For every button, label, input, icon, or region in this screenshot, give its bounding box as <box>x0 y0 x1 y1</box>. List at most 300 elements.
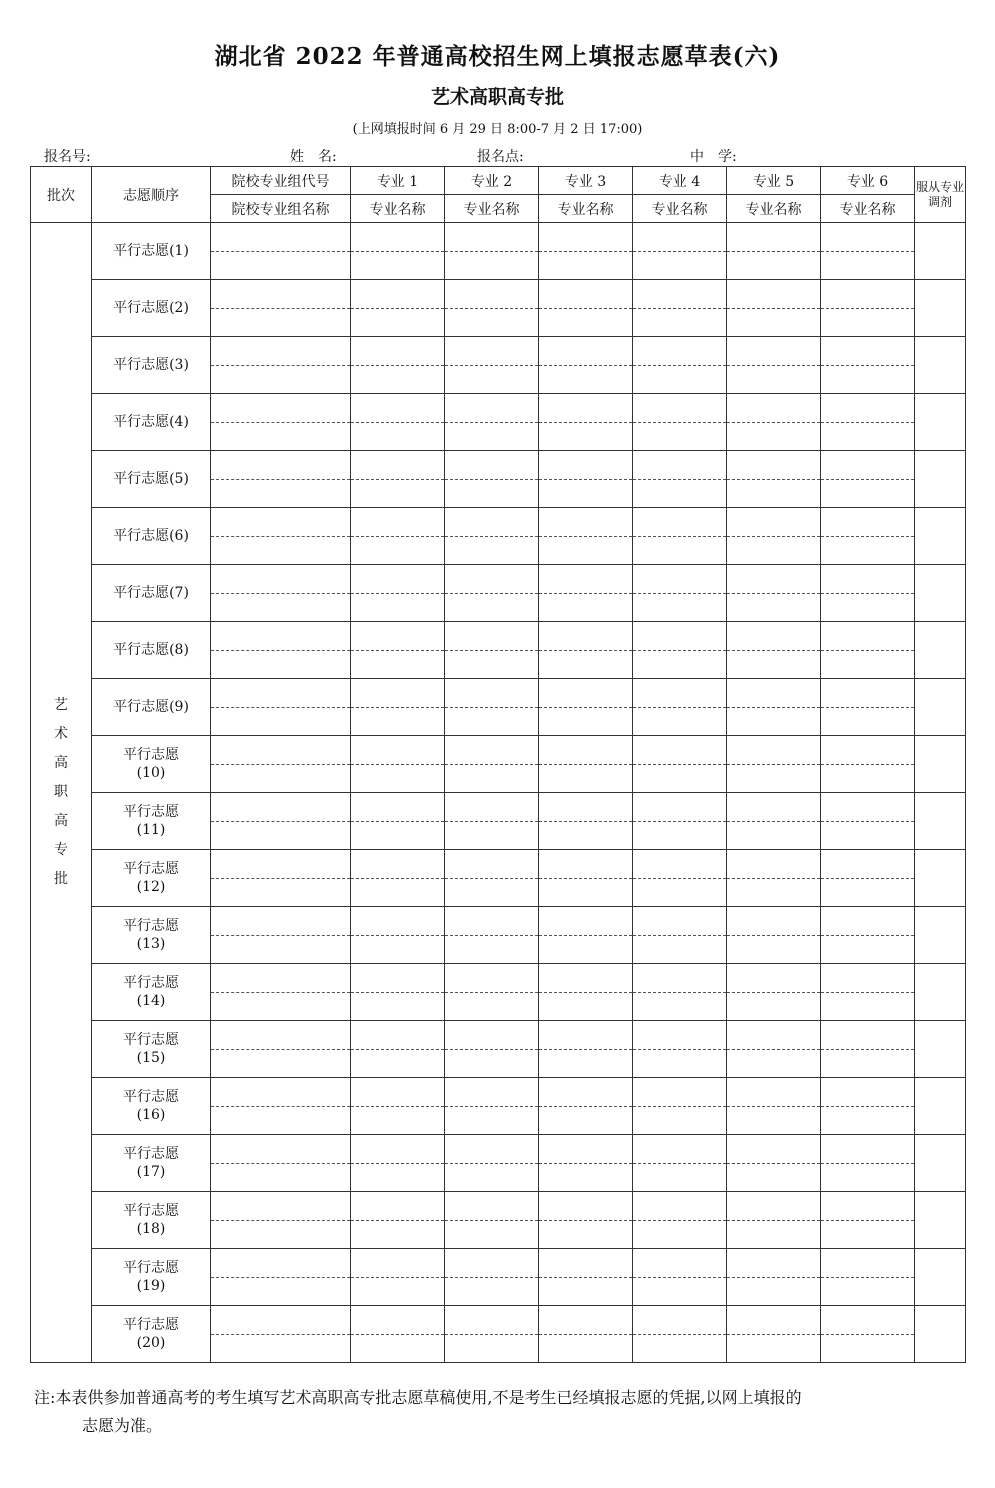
dashed-divider <box>727 308 820 309</box>
group-input-cell[interactable] <box>211 736 351 793</box>
dashed-divider <box>821 1106 914 1107</box>
dashed-divider <box>633 251 726 252</box>
dashed-divider <box>539 1049 632 1050</box>
major-input-cell[interactable] <box>351 1306 445 1363</box>
dashed-divider <box>539 1220 632 1221</box>
table-row <box>31 508 966 565</box>
footnote <box>34 1384 969 1440</box>
dashed-divider <box>821 764 914 765</box>
dashed-divider <box>539 251 632 252</box>
dashed-divider <box>539 821 632 822</box>
major-input-cell[interactable] <box>445 1078 539 1135</box>
dashed-divider <box>351 1334 444 1335</box>
major-input-cell[interactable] <box>633 679 727 736</box>
major-input-cell[interactable] <box>727 1192 821 1249</box>
major-input-cell[interactable] <box>445 223 539 280</box>
adjust-input-cell[interactable] <box>915 679 966 736</box>
major-input-cell[interactable] <box>539 565 633 622</box>
major-name-header: 专业名称 <box>821 195 915 223</box>
dashed-divider <box>821 935 914 936</box>
major-input-cell[interactable] <box>821 280 915 337</box>
group-input-cell[interactable] <box>211 1021 351 1078</box>
dashed-divider <box>351 365 444 366</box>
major-input-cell[interactable] <box>727 1021 821 1078</box>
dashed-divider <box>821 1163 914 1164</box>
table-row <box>31 964 966 1021</box>
major-input-cell[interactable] <box>633 508 727 565</box>
table-row <box>31 907 966 964</box>
major-input-cell[interactable] <box>351 736 445 793</box>
major-input-cell[interactable] <box>539 736 633 793</box>
dashed-divider <box>445 821 538 822</box>
adjust-input-cell[interactable] <box>915 622 966 679</box>
adjust-input-cell[interactable] <box>915 793 966 850</box>
major-input-cell[interactable] <box>445 451 539 508</box>
adjust-input-cell[interactable] <box>915 565 966 622</box>
major-input-cell[interactable] <box>633 451 727 508</box>
dashed-divider <box>821 707 914 708</box>
major-input-cell[interactable] <box>539 223 633 280</box>
dashed-divider <box>727 878 820 879</box>
major-input-cell[interactable] <box>539 1135 633 1192</box>
major-input-cell[interactable] <box>445 508 539 565</box>
dashed-divider <box>539 365 632 366</box>
batch-header: 批次 <box>31 167 92 223</box>
major-input-cell[interactable] <box>821 1021 915 1078</box>
dashed-divider <box>445 251 538 252</box>
dashed-divider <box>539 593 632 594</box>
dashed-divider <box>727 1220 820 1221</box>
adjust-input-cell[interactable] <box>915 1078 966 1135</box>
dashed-divider <box>633 821 726 822</box>
major-input-cell[interactable] <box>351 1249 445 1306</box>
group-input-cell[interactable] <box>211 394 351 451</box>
dashed-divider <box>633 1049 726 1050</box>
major-input-cell[interactable] <box>445 565 539 622</box>
major-input-cell[interactable] <box>539 280 633 337</box>
dashed-divider <box>727 821 820 822</box>
major-input-cell[interactable] <box>539 793 633 850</box>
adjust-input-cell[interactable] <box>915 451 966 508</box>
major-input-cell[interactable] <box>445 1192 539 1249</box>
dashed-divider <box>727 1277 820 1278</box>
dashed-divider <box>633 536 726 537</box>
group-input-cell[interactable] <box>211 622 351 679</box>
major-input-cell[interactable] <box>539 1021 633 1078</box>
dashed-divider <box>633 308 726 309</box>
major-input-cell[interactable] <box>727 793 821 850</box>
group-input-cell[interactable] <box>211 964 351 1021</box>
table-row <box>31 223 966 280</box>
adjust-input-cell[interactable] <box>915 964 966 1021</box>
major-input-cell[interactable] <box>633 1135 727 1192</box>
dashed-divider <box>445 1220 538 1221</box>
major-input-cell[interactable] <box>445 793 539 850</box>
dashed-divider <box>211 1163 350 1164</box>
dashed-divider <box>633 764 726 765</box>
major-input-cell[interactable] <box>539 850 633 907</box>
dashed-divider <box>445 650 538 651</box>
batch-label-text: 艺术高职高专批 <box>54 697 68 887</box>
major-input-cell[interactable] <box>821 223 915 280</box>
major-input-cell[interactable] <box>445 736 539 793</box>
dashed-divider <box>821 365 914 366</box>
major-input-cell[interactable] <box>821 565 915 622</box>
major-input-cell[interactable] <box>821 337 915 394</box>
major-input-cell[interactable] <box>445 394 539 451</box>
major-input-cell[interactable] <box>727 337 821 394</box>
major-input-cell[interactable] <box>821 1306 915 1363</box>
major-input-cell[interactable] <box>351 565 445 622</box>
major-input-cell[interactable] <box>727 679 821 736</box>
dashed-divider <box>351 308 444 309</box>
major-input-cell[interactable] <box>821 451 915 508</box>
dashed-divider <box>211 536 350 537</box>
major-input-cell[interactable] <box>821 508 915 565</box>
group-input-cell[interactable] <box>211 337 351 394</box>
adjust-input-cell[interactable] <box>915 337 966 394</box>
choice-order: 平行志愿(9) <box>92 679 211 736</box>
dashed-divider <box>539 650 632 651</box>
dashed-divider <box>821 422 914 423</box>
major-input-cell[interactable] <box>727 1078 821 1135</box>
adjust-header: 服从专业调剂 <box>915 167 966 223</box>
major-input-cell[interactable] <box>351 1021 445 1078</box>
major-input-cell[interactable] <box>539 679 633 736</box>
adjust-input-cell[interactable] <box>915 1306 966 1363</box>
school-label: 中 学: <box>690 149 737 165</box>
group-name-header: 院校专业组名称 <box>211 195 351 223</box>
dashed-divider <box>821 650 914 651</box>
dashed-divider <box>211 1334 350 1335</box>
major-input-cell[interactable] <box>445 622 539 679</box>
dashed-divider <box>351 422 444 423</box>
dashed-divider <box>351 707 444 708</box>
adjust-input-cell[interactable] <box>915 1192 966 1249</box>
group-input-cell[interactable] <box>211 679 351 736</box>
dashed-divider <box>351 1049 444 1050</box>
dashed-divider <box>445 536 538 537</box>
dashed-divider <box>727 1049 820 1050</box>
adjust-input-cell[interactable] <box>915 223 966 280</box>
dashed-divider <box>211 479 350 480</box>
choice-order: 平行志愿(20) <box>92 1306 211 1363</box>
major-1-header: 专业 1 <box>351 167 445 195</box>
major-input-cell[interactable] <box>351 337 445 394</box>
dashed-divider <box>211 365 350 366</box>
dashed-divider <box>633 1163 726 1164</box>
dashed-divider <box>445 1334 538 1335</box>
choice-order: 平行志愿(7) <box>92 565 211 622</box>
group-input-cell[interactable] <box>211 280 351 337</box>
dashed-divider <box>633 1220 726 1221</box>
dashed-divider <box>539 308 632 309</box>
dashed-divider <box>633 935 726 936</box>
major-input-cell[interactable] <box>351 280 445 337</box>
table-row <box>31 1306 966 1363</box>
group-input-cell[interactable] <box>211 1192 351 1249</box>
group-input-cell[interactable] <box>211 1078 351 1135</box>
major-input-cell[interactable] <box>351 1135 445 1192</box>
major-input-cell[interactable] <box>445 337 539 394</box>
major-input-cell[interactable] <box>821 679 915 736</box>
major-input-cell[interactable] <box>633 394 727 451</box>
dashed-divider <box>211 935 350 936</box>
major-input-cell[interactable] <box>351 622 445 679</box>
major-input-cell[interactable] <box>821 1078 915 1135</box>
group-input-cell[interactable] <box>211 1135 351 1192</box>
dashed-divider <box>539 479 632 480</box>
adjust-input-cell[interactable] <box>915 1249 966 1306</box>
reg-no-label: 报名号: <box>44 149 91 165</box>
major-input-cell[interactable] <box>351 679 445 736</box>
major-input-cell[interactable] <box>727 223 821 280</box>
major-name-header: 专业名称 <box>727 195 821 223</box>
dashed-divider <box>211 308 350 309</box>
major-input-cell[interactable] <box>351 1078 445 1135</box>
major-input-cell[interactable] <box>727 508 821 565</box>
dashed-divider <box>633 479 726 480</box>
table-row <box>31 793 966 850</box>
group-input-cell[interactable] <box>211 565 351 622</box>
dashed-divider <box>821 593 914 594</box>
table-row <box>31 622 966 679</box>
dashed-divider <box>727 536 820 537</box>
major-input-cell[interactable] <box>633 793 727 850</box>
dashed-divider <box>633 365 726 366</box>
major-input-cell[interactable] <box>445 1249 539 1306</box>
major-name-header: 专业名称 <box>633 195 727 223</box>
dashed-divider <box>445 1106 538 1107</box>
major-input-cell[interactable] <box>633 850 727 907</box>
major-input-cell[interactable] <box>351 964 445 1021</box>
footnote-line-1: 注:本表供参加普通高考的考生填写艺术高职高专批志愿草稿使用,不是考生已经填报志愿的凭据,以网上填报的 <box>34 1388 802 1407</box>
major-input-cell[interactable] <box>445 1021 539 1078</box>
major-input-cell[interactable] <box>539 1192 633 1249</box>
dashed-divider <box>351 821 444 822</box>
group-input-cell[interactable] <box>211 793 351 850</box>
major-input-cell[interactable] <box>727 1249 821 1306</box>
dashed-divider <box>211 992 350 993</box>
group-input-cell[interactable] <box>211 907 351 964</box>
dashed-divider <box>211 650 350 651</box>
table-row <box>31 337 966 394</box>
dashed-divider <box>727 593 820 594</box>
footnote-line-2: 志愿为准。 <box>82 1416 163 1435</box>
major-input-cell[interactable] <box>633 337 727 394</box>
major-input-cell[interactable] <box>821 1192 915 1249</box>
choice-order: 平行志愿(5) <box>92 451 211 508</box>
adjust-input-cell[interactable] <box>915 508 966 565</box>
adjust-input-cell[interactable] <box>915 736 966 793</box>
major-input-cell[interactable] <box>351 850 445 907</box>
dashed-divider <box>445 1163 538 1164</box>
major-input-cell[interactable] <box>539 622 633 679</box>
major-input-cell[interactable] <box>633 280 727 337</box>
major-input-cell[interactable] <box>539 337 633 394</box>
major-input-cell[interactable] <box>821 622 915 679</box>
dashed-divider <box>539 992 632 993</box>
major-input-cell[interactable] <box>727 964 821 1021</box>
choice-order: 平行志愿(17) <box>92 1135 211 1192</box>
major-input-cell[interactable] <box>351 793 445 850</box>
major-input-cell[interactable] <box>539 451 633 508</box>
dashed-divider <box>351 593 444 594</box>
choice-order: 平行志愿(4) <box>92 394 211 451</box>
adjust-input-cell[interactable] <box>915 394 966 451</box>
choice-order: 平行志愿(14) <box>92 964 211 1021</box>
major-input-cell[interactable] <box>727 394 821 451</box>
major-input-cell[interactable] <box>633 1021 727 1078</box>
major-input-cell[interactable] <box>821 964 915 1021</box>
dashed-divider <box>211 1049 350 1050</box>
major-input-cell[interactable] <box>633 736 727 793</box>
major-input-cell[interactable] <box>539 907 633 964</box>
dashed-divider <box>821 251 914 252</box>
site-label: 报名点: <box>477 149 524 165</box>
dashed-divider <box>445 992 538 993</box>
major-input-cell[interactable] <box>351 223 445 280</box>
dashed-divider <box>445 878 538 879</box>
major-input-cell[interactable] <box>821 394 915 451</box>
major-name-header: 专业名称 <box>539 195 633 223</box>
dashed-divider <box>633 992 726 993</box>
major-input-cell[interactable] <box>633 907 727 964</box>
dashed-divider <box>351 764 444 765</box>
dashed-divider <box>539 1163 632 1164</box>
major-input-cell[interactable] <box>445 679 539 736</box>
major-input-cell[interactable] <box>727 451 821 508</box>
major-input-cell[interactable] <box>445 1135 539 1192</box>
major-input-cell[interactable] <box>633 565 727 622</box>
choice-order: 平行志愿(8) <box>92 622 211 679</box>
dashed-divider <box>821 1334 914 1335</box>
major-input-cell[interactable] <box>727 1135 821 1192</box>
major-input-cell[interactable] <box>727 907 821 964</box>
dashed-divider <box>821 1049 914 1050</box>
dashed-divider <box>351 1277 444 1278</box>
choice-order: 平行志愿(10) <box>92 736 211 793</box>
major-input-cell[interactable] <box>821 907 915 964</box>
major-input-cell[interactable] <box>539 508 633 565</box>
group-input-cell[interactable] <box>211 850 351 907</box>
choice-order: 平行志愿(19) <box>92 1249 211 1306</box>
major-input-cell[interactable] <box>539 1078 633 1135</box>
table-row <box>31 451 966 508</box>
major-5-header: 专业 5 <box>727 167 821 195</box>
group-input-cell[interactable] <box>211 1306 351 1363</box>
dashed-divider <box>351 935 444 936</box>
major-input-cell[interactable] <box>351 394 445 451</box>
major-input-cell[interactable] <box>633 1306 727 1363</box>
major-input-cell[interactable] <box>633 223 727 280</box>
dashed-divider <box>821 1277 914 1278</box>
major-input-cell[interactable] <box>351 1192 445 1249</box>
group-input-cell[interactable] <box>211 508 351 565</box>
adjust-input-cell[interactable] <box>915 1021 966 1078</box>
dashed-divider <box>445 935 538 936</box>
dashed-divider <box>633 878 726 879</box>
major-input-cell[interactable] <box>727 280 821 337</box>
major-input-cell[interactable] <box>445 907 539 964</box>
dashed-divider <box>445 422 538 423</box>
major-input-cell[interactable] <box>539 394 633 451</box>
choice-order: 平行志愿(18) <box>92 1192 211 1249</box>
table-row <box>31 565 966 622</box>
major-input-cell[interactable] <box>821 1135 915 1192</box>
major-input-cell[interactable] <box>539 964 633 1021</box>
dashed-divider <box>445 593 538 594</box>
major-input-cell[interactable] <box>727 736 821 793</box>
major-input-cell[interactable] <box>539 1249 633 1306</box>
filing-period: (上网填报时间 6 月 29 日 8:00-7 月 2 日 17:00) <box>352 122 643 137</box>
dashed-divider <box>351 479 444 480</box>
dashed-divider <box>351 251 444 252</box>
major-input-cell[interactable] <box>539 1306 633 1363</box>
major-input-cell[interactable] <box>351 451 445 508</box>
major-3-header: 专业 3 <box>539 167 633 195</box>
group-input-cell[interactable] <box>211 1249 351 1306</box>
major-input-cell[interactable] <box>727 850 821 907</box>
dashed-divider <box>445 1277 538 1278</box>
major-input-cell[interactable] <box>633 1078 727 1135</box>
choice-order: 平行志愿(12) <box>92 850 211 907</box>
major-input-cell[interactable] <box>445 280 539 337</box>
adjust-input-cell[interactable] <box>915 907 966 964</box>
dashed-divider <box>633 593 726 594</box>
table-row <box>31 1135 966 1192</box>
major-input-cell[interactable] <box>821 793 915 850</box>
group-code-header: 院校专业组代号 <box>211 167 351 195</box>
dashed-divider <box>211 251 350 252</box>
major-input-cell[interactable] <box>821 736 915 793</box>
dashed-divider <box>821 536 914 537</box>
major-input-cell[interactable] <box>727 565 821 622</box>
major-input-cell[interactable] <box>821 850 915 907</box>
dashed-divider <box>445 1049 538 1050</box>
adjust-input-cell[interactable] <box>915 1135 966 1192</box>
table-row <box>31 1192 966 1249</box>
major-4-header: 专业 4 <box>633 167 727 195</box>
major-input-cell[interactable] <box>445 964 539 1021</box>
dashed-divider <box>633 1277 726 1278</box>
dashed-divider <box>351 1106 444 1107</box>
table-row <box>31 736 966 793</box>
major-input-cell[interactable] <box>351 508 445 565</box>
adjust-input-cell[interactable] <box>915 280 966 337</box>
dashed-divider <box>821 992 914 993</box>
dashed-divider <box>539 1334 632 1335</box>
major-input-cell[interactable] <box>727 622 821 679</box>
major-input-cell[interactable] <box>821 1249 915 1306</box>
major-input-cell[interactable] <box>445 850 539 907</box>
major-input-cell[interactable] <box>633 1192 727 1249</box>
major-input-cell[interactable] <box>633 622 727 679</box>
major-input-cell[interactable] <box>633 964 727 1021</box>
dashed-divider <box>351 1163 444 1164</box>
group-input-cell[interactable] <box>211 451 351 508</box>
group-input-cell[interactable] <box>211 223 351 280</box>
dashed-divider <box>633 707 726 708</box>
dashed-divider <box>821 878 914 879</box>
major-input-cell[interactable] <box>351 907 445 964</box>
major-input-cell[interactable] <box>727 1306 821 1363</box>
major-input-cell[interactable] <box>445 1306 539 1363</box>
adjust-input-cell[interactable] <box>915 850 966 907</box>
major-6-header: 专业 6 <box>821 167 915 195</box>
choice-order: 平行志愿(2) <box>92 280 211 337</box>
major-input-cell[interactable] <box>633 1249 727 1306</box>
